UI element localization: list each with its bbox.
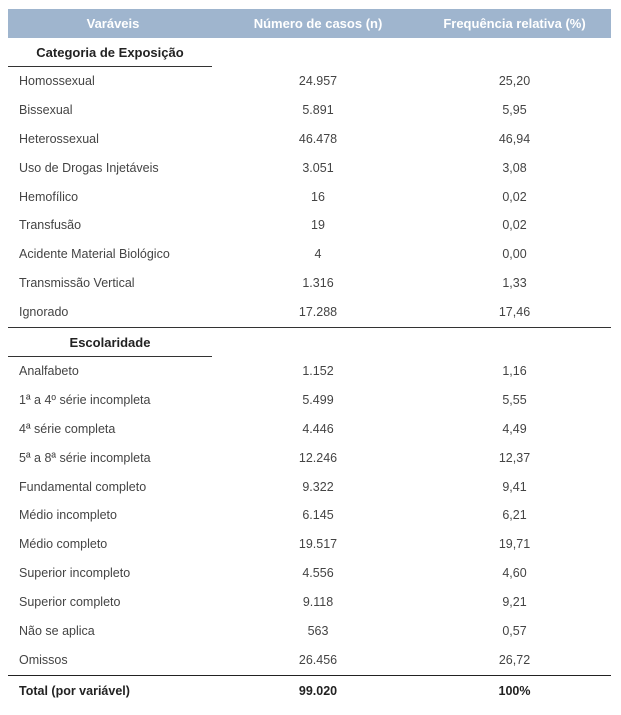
row-case-count: 1.316 (302, 276, 334, 291)
row-label: Médio incompleto (19, 508, 117, 523)
row-relative-frequency: 0,02 (502, 189, 527, 204)
row-relative-frequency: 12,37 (498, 450, 531, 465)
row-relative-frequency: 19,71 (498, 537, 531, 552)
row-label: Superior completo (19, 595, 121, 610)
row-label: Analfabeto (19, 364, 79, 379)
row-label: 4ª série completa (19, 421, 116, 436)
table-row (8, 240, 611, 269)
row-case-count: 19.517 (298, 537, 338, 552)
table-row (8, 183, 611, 212)
header-relative-frequency: Frequência relativa (%) (443, 16, 586, 31)
row-case-count: 24.957 (298, 74, 338, 88)
total-label: Total (por variável) (19, 683, 130, 698)
row-case-count: 26.456 (298, 652, 338, 667)
row-case-count: 3.051 (302, 160, 334, 175)
section-title: Categoria de Exposição (8, 38, 212, 67)
row-case-count: 9.322 (302, 479, 334, 494)
table-header (8, 9, 611, 38)
row-label: Médio completo (19, 537, 108, 552)
total-row (8, 675, 611, 706)
section-header (8, 327, 611, 357)
row-label: Transfusão (19, 218, 82, 233)
table-row (8, 357, 611, 386)
row-relative-frequency: 1,33 (502, 276, 527, 291)
row-relative-frequency: 9,41 (502, 479, 527, 494)
table-row (8, 617, 611, 646)
total-case-count: 99.020 (298, 683, 338, 698)
table-row (8, 415, 611, 444)
table-row (8, 298, 611, 327)
table-row (8, 530, 611, 559)
row-relative-frequency: 4,49 (502, 421, 527, 436)
row-label: Ignorado (19, 305, 69, 320)
table-row (8, 444, 611, 473)
table-row (8, 559, 611, 588)
table-row (8, 125, 611, 154)
row-case-count: 1.152 (302, 364, 334, 379)
row-label: Acidente Material Biológico (19, 247, 170, 262)
total-relative-frequency: 100% (498, 683, 531, 698)
row-label: Bissexual (19, 102, 73, 117)
row-case-count: 46.478 (298, 131, 338, 146)
row-relative-frequency: 4,60 (502, 566, 527, 581)
row-label: Superior incompleto (19, 566, 131, 581)
row-relative-frequency: 0,02 (502, 218, 527, 233)
row-relative-frequency: 26,72 (498, 652, 531, 667)
header-case-count: Número de casos (n) (253, 16, 383, 31)
row-label: Homossexual (19, 74, 95, 88)
table-row (8, 96, 611, 125)
table-row (8, 269, 611, 298)
row-label: Não se aplica (19, 624, 95, 639)
row-case-count: 4.556 (302, 566, 334, 581)
row-case-count: 12.246 (298, 450, 338, 465)
section-header (8, 38, 611, 67)
row-case-count: 6.145 (302, 508, 334, 523)
row-relative-frequency: 6,21 (502, 508, 527, 523)
row-label: 1ª a 4º série incompleta (19, 392, 151, 407)
row-relative-frequency: 0,00 (502, 247, 527, 262)
table-body (8, 38, 611, 675)
header-variables: Varáveis (86, 16, 140, 31)
row-case-count: 4.446 (302, 421, 334, 436)
row-case-count: 4 (314, 247, 322, 262)
row-label: Hemofílico (19, 189, 79, 204)
row-label: Heterossexual (19, 131, 99, 146)
section-title: Escolaridade (8, 328, 212, 357)
table-row (8, 211, 611, 240)
table-row (8, 67, 611, 96)
row-label: Omissos (19, 652, 68, 667)
data-table (8, 9, 611, 706)
row-case-count: 16 (311, 189, 325, 204)
row-relative-frequency: 17,46 (498, 305, 531, 320)
row-relative-frequency: 3,08 (502, 160, 527, 175)
row-case-count: 5.891 (302, 102, 334, 117)
row-case-count: 9.118 (302, 595, 334, 610)
row-relative-frequency: 25,20 (498, 74, 531, 88)
row-case-count: 19 (311, 218, 325, 233)
table-row (8, 646, 611, 675)
row-relative-frequency: 0,57 (502, 624, 527, 639)
table-row (8, 501, 611, 530)
table-row (8, 386, 611, 415)
row-label: Uso de Drogas Injetáveis (19, 160, 159, 175)
row-case-count: 563 (307, 624, 329, 639)
row-case-count: 17.288 (298, 305, 338, 320)
row-label: Fundamental completo (19, 479, 147, 494)
row-relative-frequency: 5,95 (502, 102, 527, 117)
row-relative-frequency: 9,21 (502, 595, 527, 610)
row-label: Transmissão Vertical (19, 276, 135, 291)
row-relative-frequency: 46,94 (498, 131, 531, 146)
row-relative-frequency: 1,16 (502, 364, 527, 379)
row-label: 5ª a 8ª série incompleta (19, 450, 151, 465)
row-case-count: 5.499 (302, 392, 334, 407)
row-relative-frequency: 5,55 (502, 392, 527, 407)
table-row (8, 154, 611, 183)
table-row (8, 473, 611, 502)
table-row (8, 588, 611, 617)
